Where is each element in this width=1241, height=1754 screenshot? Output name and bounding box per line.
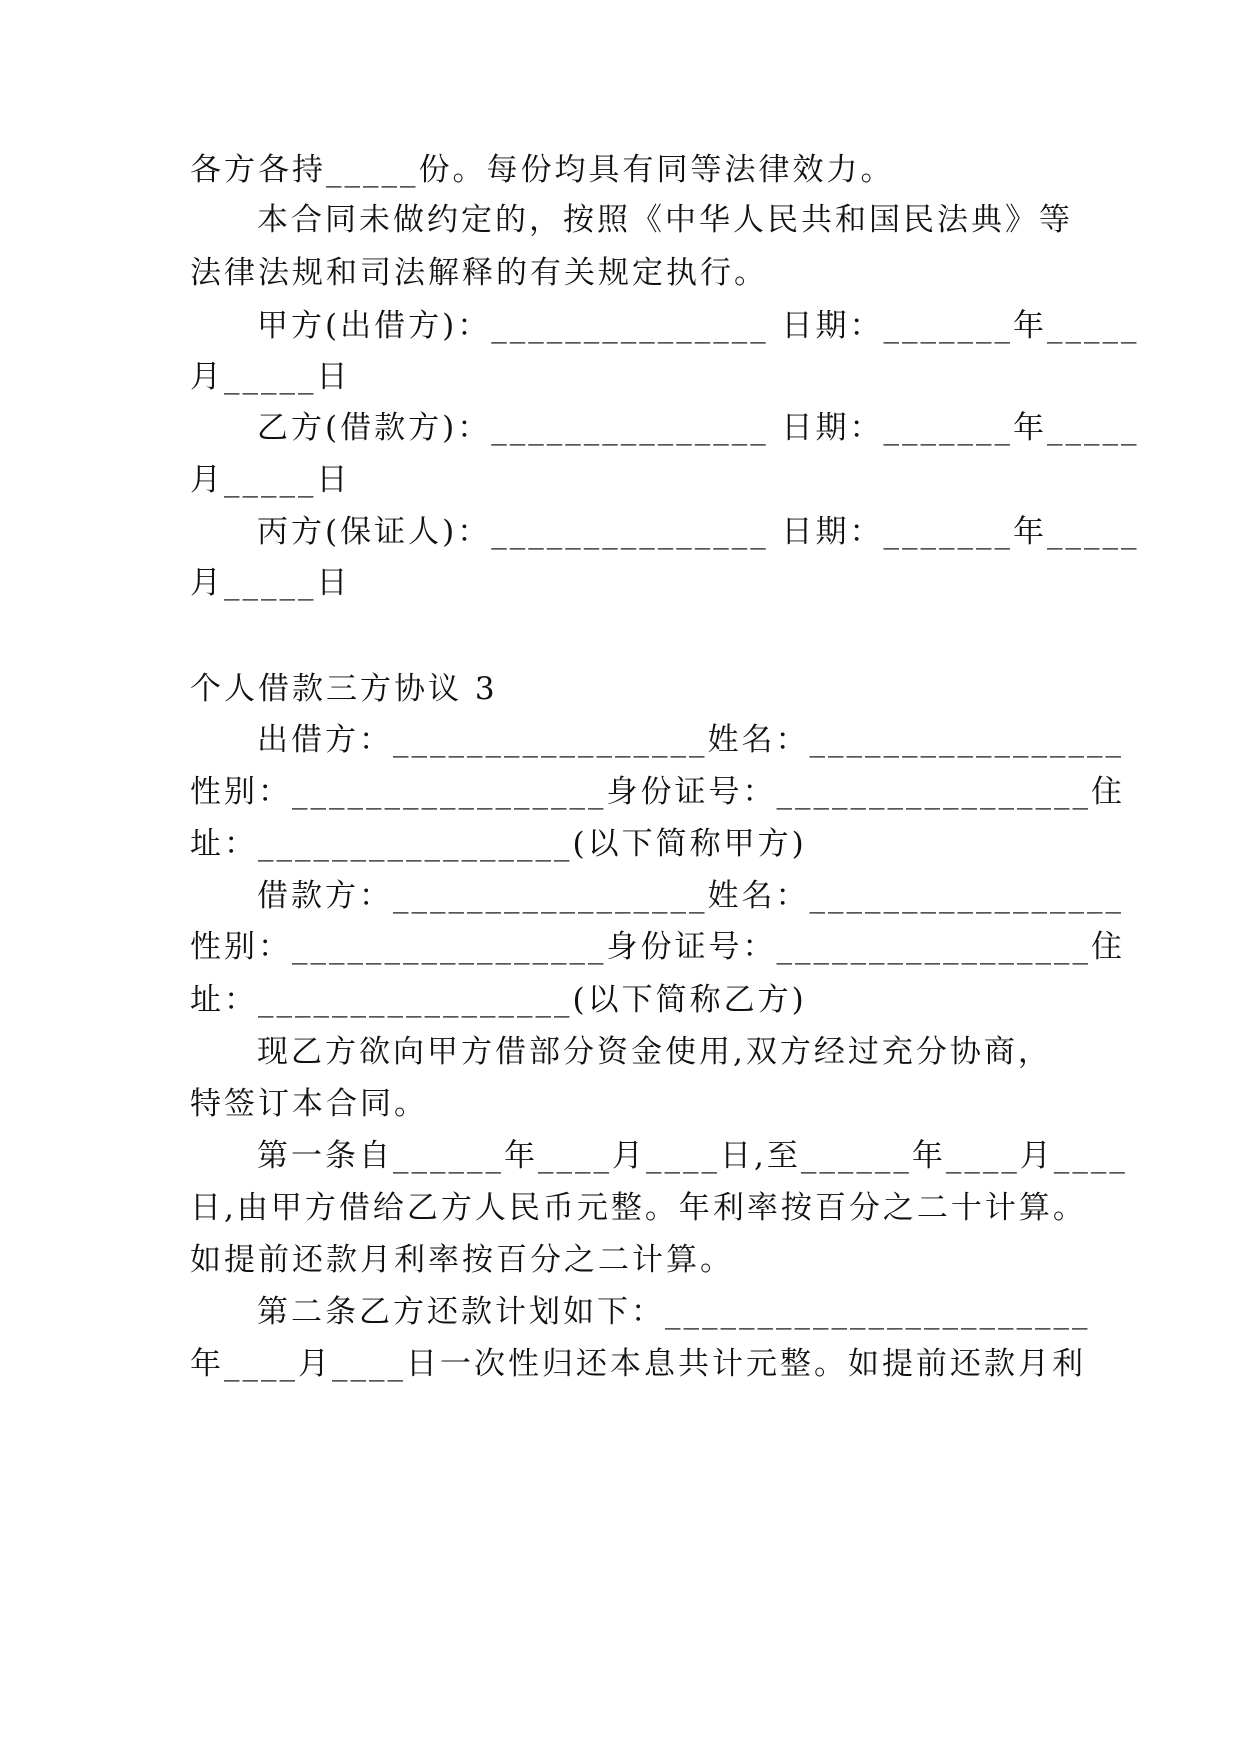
text-line: 各方各持_____份。每份均具有同等法律效力。: [190, 152, 895, 188]
borrower-id-line: 性别：_________________身份证号：_________________住: [190, 929, 1125, 965]
lender-address-line: 址：_________________(以下简称甲方): [190, 826, 807, 862]
text-line: 年____月____日一次性归还本息共计元整。如提前还款月利: [190, 1346, 1086, 1382]
borrower-address-line: 址：_________________(以下简称乙方): [190, 982, 807, 1018]
signature-line-party-b: 乙方(借款方)：_______________ 日期：_______年_____: [257, 410, 1140, 446]
signature-line-party-c: 丙方(保证人)：_______________ 日期：_______年_____: [257, 514, 1140, 550]
borrower-line: 借款方：_________________姓名：_________________: [257, 878, 1124, 914]
article-two-line: 第二条乙方还款计划如下：_______________________: [257, 1294, 1091, 1330]
text-line: 特签订本合同。: [190, 1086, 428, 1122]
article-one-line: 第一条自______年____月____日,至______年____月____: [257, 1138, 1128, 1174]
date-line: 月_____日: [190, 359, 351, 395]
section-title: 个人借款三方协议 3: [190, 671, 498, 707]
lender-id-line: 性别：_________________身份证号：_________________住: [190, 774, 1125, 810]
text-line: 本合同未做约定的，按照《中华人民共和国民法典》等: [257, 202, 1073, 238]
lender-line: 出借方：_________________姓名：_________________: [257, 722, 1124, 758]
text-line: 法律法规和司法解释的有关规定执行。: [190, 255, 768, 291]
text-line: 日,由甲方借给乙方人民币元整。年利率按百分之二十计算。: [190, 1190, 1087, 1226]
signature-line-party-a: 甲方(出借方)：_______________ 日期：_______年_____: [257, 308, 1140, 344]
text-line: 如提前还款月利率按百分之二计算。: [190, 1242, 734, 1278]
date-line: 月_____日: [190, 565, 351, 601]
text-line: 现乙方欲向甲方借部分资金使用,双方经过充分协商，: [257, 1034, 1052, 1070]
date-line: 月_____日: [190, 462, 351, 498]
